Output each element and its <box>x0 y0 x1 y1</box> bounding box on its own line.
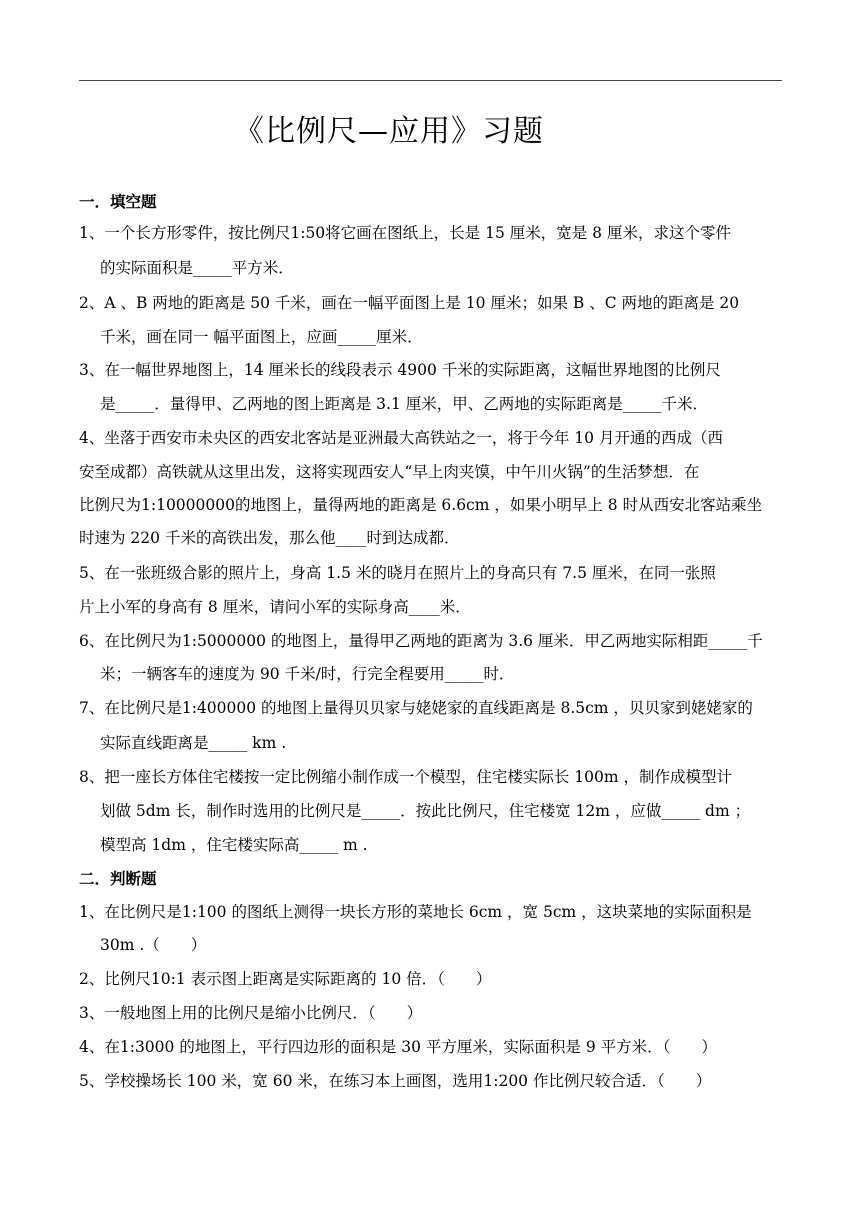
judgment-3: 3、一般地图上用的比例尺是缩小比例尺．（ ） <box>79 1004 423 1022</box>
question-8-line-3: 模型高 1dm ，住宅楼实际高_____ m . <box>100 836 368 854</box>
question-1-line-1: 1、一个长方形零件，按比例尺1:50将它画在图纸上，长是 15 厘米，宽是 8 厘米，求这个零件 <box>79 224 731 242</box>
question-2-line-1: 2、A 、B 两地的距离是 50 千米，画在一幅平面图上是 10 厘米；如果 B 、C 两地的距离是 20 <box>79 294 740 312</box>
header-rule <box>79 80 782 81</box>
question-4-line-3: 比例尺为1:10000000的地图上，量得两地的距离是 6.6cm ，如果小明早上 8 时从西安北客站乘坐 <box>79 496 763 514</box>
question-6-line-1: 6、在比例尺为1:5000000 的地图上，量得甲乙两地的距离为 3.6 厘米．甲乙两地实际相距_____千 <box>79 632 763 650</box>
judgment-2: 2、比例尺10:1 表示图上距离是实际距离的 10 倍．（ ） <box>79 970 492 988</box>
question-2-line-2: 千米，画在同一 幅平面图上，应画_____厘米． <box>100 328 423 346</box>
page-title: 《比例尺—应用》习题 <box>234 114 544 149</box>
question-4-line-1: 4、坐落于西安市未央区的西安北客站是亚洲最大高铁站之一，将于今年 10 月开通的西成（西 <box>79 429 723 447</box>
judgment-4: 4、在1:3000 的地图上，平行四边形的面积是 30 平方厘米，实际面积是 9 平方米．（ ） <box>79 1038 717 1056</box>
question-5-line-2: 片上小军的身高有 8 厘米，请问小军的实际身高____米． <box>79 598 471 616</box>
section-fill-in-heading: 一．填空题 <box>79 192 157 211</box>
question-7-line-1: 7、在比例尺是1:400000 的地图上量得贝贝家与姥姥家的直线距离是 8.5cm ，贝贝家到姥姥家的 <box>79 699 753 717</box>
question-7-line-2: 实际直线距离是_____ km . <box>100 734 287 752</box>
question-6-line-2: 米；一辆客车的速度为 90 千米/时，行完全程要用_____时． <box>100 665 515 683</box>
judgment-5: 5、学校操场长 100 米，宽 60 米，在练习本上画图，选用1:200 作比例尺较合适．（ ） <box>79 1072 712 1090</box>
question-4-line-2: 安至成都）高铁就从这里出发，这将实现西安人“早上肉夹馍，中午川火锅”的生活梦想．在 <box>79 463 700 481</box>
section-true-false-heading: 二．判断题 <box>79 869 157 888</box>
question-3-line-1: 3、在一幅世界地图上，14 厘米长的线段表示 4900 千米的实际距离，这幅世界地图的比例尺 <box>79 361 721 379</box>
question-5-line-1: 5、在一张班级合影的照片上，身高 1.5 米的晓月在照片上的身高只有 7.5 厘米，在同一张照 <box>79 564 716 582</box>
judgment-1-line-1: 1、在比例尺是1:100 的图纸上测得一块长方形的菜地长 6cm ，宽 5cm ，这块菜地的实际面积是 <box>79 903 752 921</box>
question-3-line-2: 是_____．量得甲、乙两地的图上距离是 3.1 厘米，甲、乙两地的实际距离是_____千米． <box>100 395 709 413</box>
question-8-line-1: 8、把一座长方体住宅楼按一定比例缩小制作成一个模型，住宅楼实际长 100m ，制作成模型计 <box>79 768 733 786</box>
question-1-line-2: 的实际面积是_____平方米． <box>100 259 294 277</box>
question-8-line-2: 划做 5dm 长，制作时选用的比例尺是_____．按此比例尺，住宅楼宽 12m ，应做_____ dm ； <box>100 802 751 820</box>
question-4-line-4: 时速为 220 千米的高铁出发，那么他____时到达成都． <box>79 529 460 547</box>
judgment-1-line-2: 30m .（ ） <box>100 936 207 954</box>
